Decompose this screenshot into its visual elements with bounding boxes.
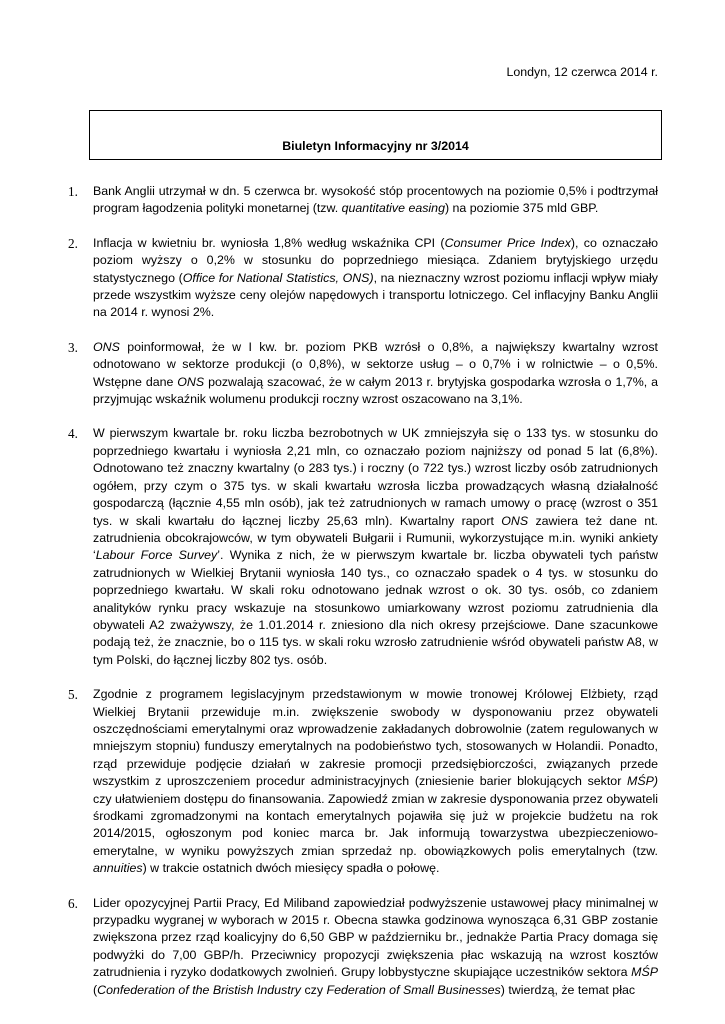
list-item xyxy=(68,425,658,669)
item-text: W pierwszym kwartale br. roku liczba bezrobotnych w UK zmniejszyła się o 133 tys. w stosunku do poprzedniego kwartału i wyniosła 2,21 mln, co oznaczało poziom najniższy od ponad 5 lat (6,8%). Odnotowano też znaczny kwartalny (o 283 tys.) i roczny (o 722 tys.) wzrost liczby osób zatrudnionych ogółem, przy czym o 375 tys. w skali kwartału wzrosła liczba prowadzących własną działalność gospodarczą (łącznie 4,55 mln osób), jak też zatrudnionych w ramach umowy o pracę (wzrost o 351 tys. w skali kwartału do łącznej liczby 25,63 mln). Kwartalny raport ONS zawiera też dane nt. zatrudnienia obcokrajowców, w tym obywateli Bułgarii i Rumunii, wykorzystujące m.in. wyniki ankiety ‘Labour Force Survey’. Wynika z nich, że w pierwszym kwartale br. liczba obywateli tych państw zatrudnionych w Wielkiej Brytanii wyniosła 140 tys., co oznaczało spadek o 4 tys. w stosunku do poprzedniego kwartału. W skali roku odnotowano jednak wzrost o ok. 30 tys. osób, co zdaniem analityków rynku pracy wskazuje na stosunkowo umiarkowany wzrost poziomu zatrudnienia dla obywateli A2 zważywszy, że 1.01.2014 r. zniesiono dla nich okresy przejściowe. Dane szacunkowe podają też, że znacznie, bo o 115 tys. w skali roku wzrosło zatrudnienie wśród obywateli państw A8, w tym Polski, do łącznej liczby 802 tys. osób. xyxy=(93,426,658,667)
item-number: 2. xyxy=(68,235,78,251)
item-number: 6. xyxy=(68,895,78,911)
item-text: Inflacja w kwietniu br. wyniosła 1,8% według wskaźnika CPI (Consumer Price Index), co oznaczało poziom wyższy o 0,2% w stosunku do poprzedniego miesiąca. Zdaniem brytyjskiego urzędu statystycznego (Office for National Statistics, ONS), na nieznaczny wzrost poziomu inflacji wpływ miały przede wszystkim wyższe ceny olejów napędowych i transportu lotniczego. Cel inflacyjny Banku Anglii na 2014 r. wynosi 2%. xyxy=(93,235,658,320)
item-text: ONS poinformował, że w I kw. br. poziom PKB wzrósł o 0,8%, a największy kwartalny wzrost odnotowano w sektorze produkcji (o 0,8%), w sektorze usług – o 0,7% i w rolnictwie – o 0,5%. Wstępne dane ONS pozwalają szacować, że w całym 2013 r. brytyjska gospodarka wzrosła o 1,7%, a przyjmując wskaźnik wolumenu produkcji roczny wzrost oszacowano na 3,1%. xyxy=(93,339,658,407)
item-number: 3. xyxy=(68,339,78,355)
list-item xyxy=(68,339,658,409)
title-box xyxy=(89,110,662,160)
list-item xyxy=(68,895,658,999)
item-number: 1. xyxy=(68,184,78,199)
item-text: Lider opozycyjnej Partii Pracy, Ed Miliband zapowiedział podwyższenie ustawowej płacy minimalnej w przypadku wygranej w wyborach w 2015 r. Obecna stawka godzinowa wynosząca 6,31 GBP zostanie zwiększona przez rząd koalicyjny do 6,50 GBP w październiku br., jednakże Partia Pracy domaga się podwyżki do 7,00 GBP/h. Przeciwnicy propozycji zwiększenia płac wskazują na wzrost kosztów zatrudnienia i ryzyko dodatkowych zwolnień. Grupy lobbystyczne skupiające uczestników sektora MŚP (Confederation of the Bristish Industry czy Federation of Small Businesses) twierdzą, że temat płac xyxy=(93,895,658,997)
item-text: Zgodnie z programem legislacyjnym przedstawionym w mowie tronowej Królowej Elżbiety, rząd Wielkiej Brytanii przewiduje m.in. zwiększenie swobody w dysponowaniu przez obywateli oszczędnościami emerytalnymi oraz wprowadzenie zakładanych dobrowolnie (zatem regulowanych w mniejszym stopniu) funduszy emerytalnych na podobieństwo tych, stosowanych w Holandii. Ponadto, rząd przewiduje podjęcie działań w zakresie promocji przedsiębiorczości, związanych przede wszystkim z uproszczeniem procedur administracyjnych (zniesienie barier blokujących sektor MŚP) czy ułatwieniem dostępu do finansowania. Zapowiedź zmian w zakresie dysponowania przez obywateli środkami zgromadzonymi na kontach emerytalnych pojawiła się już w projekcie budżetu na rok 2014/2015, ogłoszonym pod koniec marca br. Jak informują towarzystwa ubezpieczeniowo-emerytalne, w wyniku powyższych zmian sprzedaż np. obowiązkowych polis emerytalnych (tzw. annuities) w trakcie ostatnich dwóch miesięcy spadła o połowę. xyxy=(93,687,658,876)
item-number: 4. xyxy=(68,426,78,442)
item-number: 5. xyxy=(68,687,78,703)
item-text: Bank Anglii utrzymał w dn. 5 czerwca br. wysokość stóp procentowych na poziomie 0,5% i podtrzymał program łagodzenia polityki monetarnej (tzw. quantitative easing) na poziomie 375 mld GBP. xyxy=(93,184,658,216)
list-item xyxy=(68,183,658,218)
bulletin-items xyxy=(68,183,658,1016)
bulletin-title: Biuletyn Informacyjny nr 3/2014 xyxy=(282,139,469,153)
list-item xyxy=(68,686,658,877)
list-item xyxy=(68,235,658,322)
date-line: Londyn, 12 czerwca 2014 r. xyxy=(506,65,658,79)
